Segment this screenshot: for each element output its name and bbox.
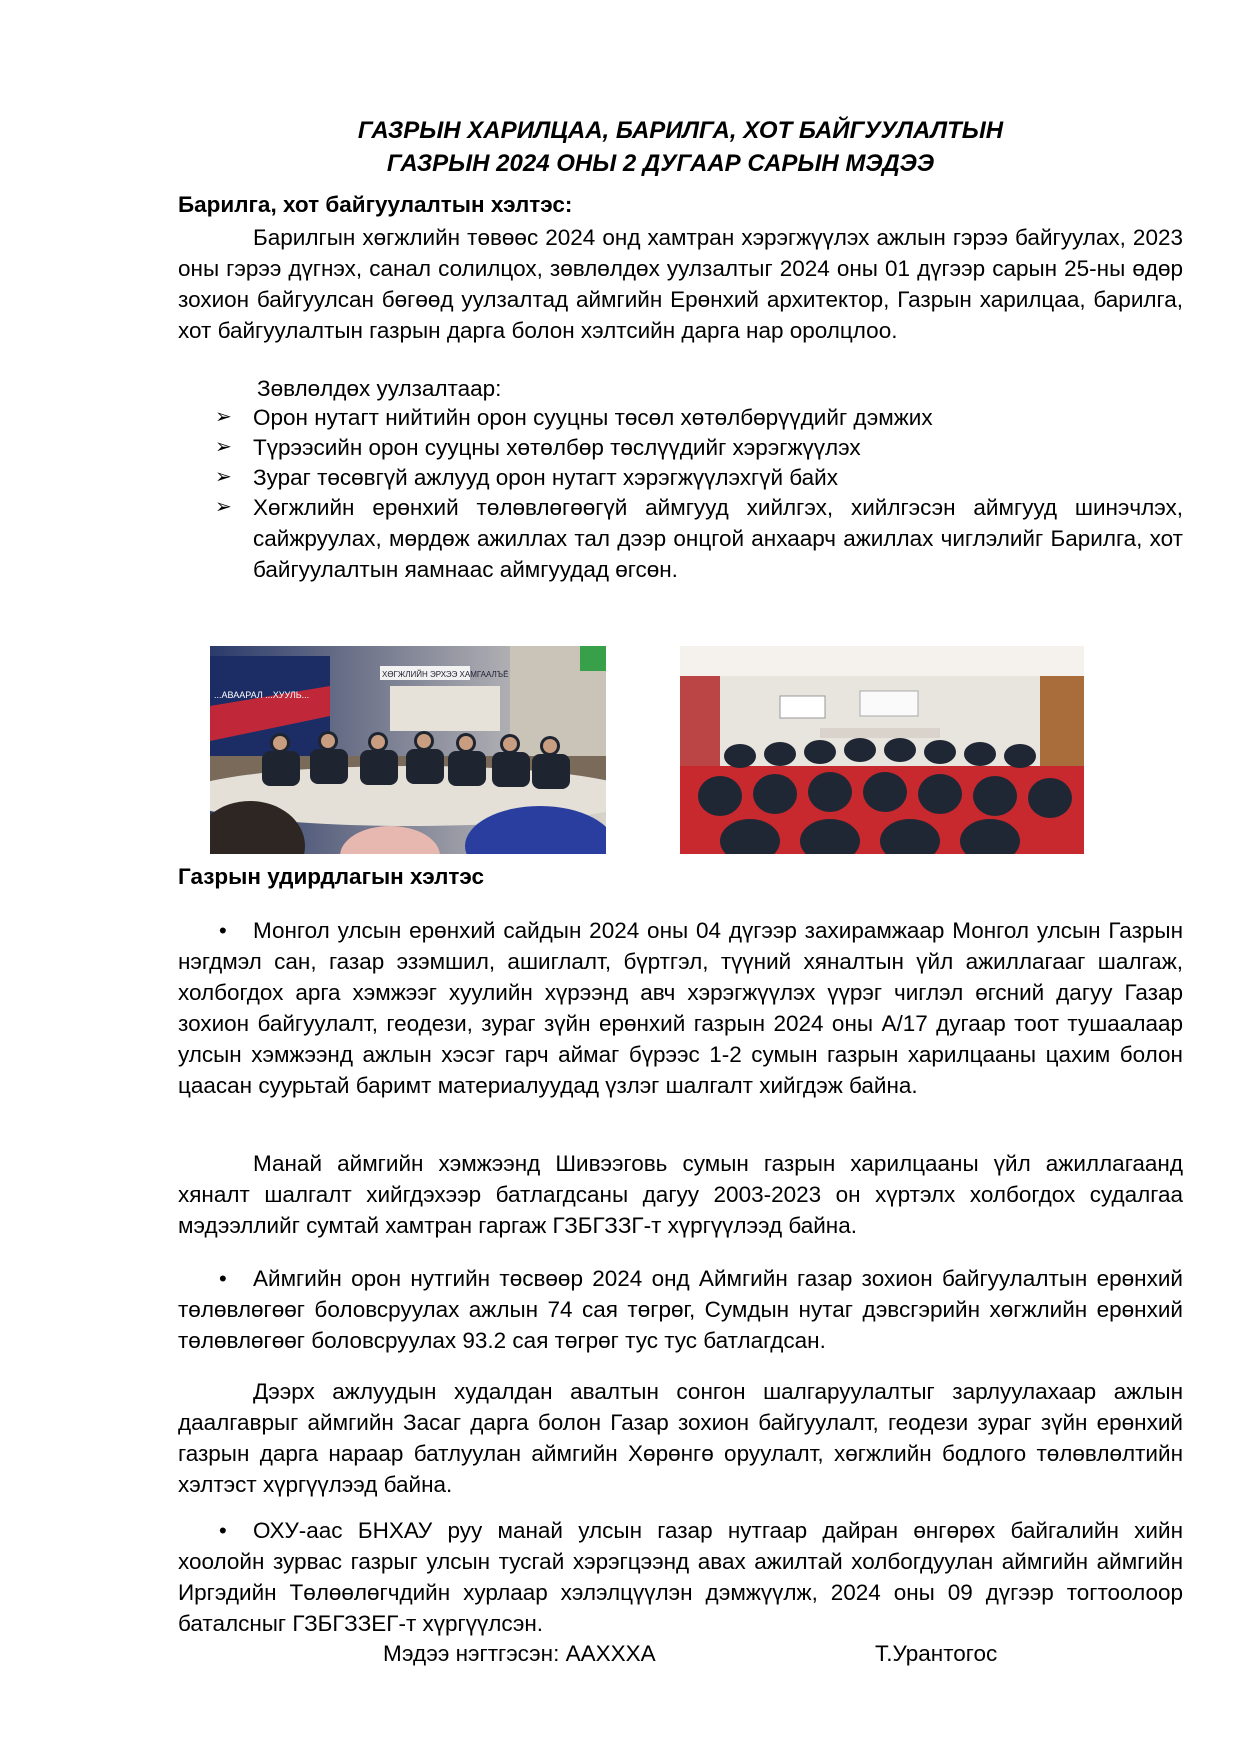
list-item: Хөгжлийн ерөнхий төлөвлөгөөгүй аймгууд хийлгэх, хийлгэсэн аймгууд шинэчлэх, сайжруулах, мөрдөж ажиллах тал дээр онцгой анхаарч ажиллах чиглэлийг Барилга, хот байгуулалтын яамнаас аймгуудад өгсөн.: [253, 495, 1183, 582]
arrow-bullet-icon: ➢: [215, 406, 232, 428]
banner-text: ХӨГЖЛИЙН ЭРХЭЭ ХАМГААЛЪЁ: [382, 670, 509, 679]
land-bullet-2: Аймгийн орон нутгийн төсвөөр 2024 онд Аймгийн газар зохион байгуулалтын ерөнхий төлөвлөгөөг боловсруулах ажлын 74 сая төгрөг, Сумдын нутаг дэвсгэрийн хөгжлийн ерөнхий төлөвлөгөөг боловсруулах 93.2 сая төгрөг тус тус батлагдсан.: [178, 1266, 1183, 1353]
list-item: Зураг төсөвгүй ажлууд орон нутагт хэрэгжүүлэхгүй байх: [253, 465, 838, 490]
list-item: Түрээсийн орон сууцны хөтөлбөр төслүүдийг хэрэгжүүлэх: [253, 435, 861, 460]
footer-compiled-by: Мэдээ нэгтгэсэн: ААХХХА: [383, 1641, 656, 1666]
page-title-line-2: ГАЗРЫН 2024 ОНЫ 2 ДУГААР САРЫН МЭДЭЭ: [386, 150, 935, 177]
screen-text: ...АВААРАЛ ...ХУУЛЬ...: [214, 690, 310, 700]
meeting-photo-left: [210, 646, 606, 854]
list-intro: Зөвлөлдөх уулзалтаар:: [257, 376, 502, 401]
land-bullet-1: Монгол улсын ерөнхий сайдын 2024 оны 04 дүгээр захирамжаар Монгол улсын Газрын нэгдмэл сан, газар эзэмшил, ашиглалт, бүртгэл, түүний хяналтын үйл ажиллагааг шалгаж, холбогдох арга хэмжээг хуулийн хүрээнд авч хэрэгжүүлэх үүрэг чиглэл өгсний дагуу Газар зохион байгуулалт, геодези, зураг зүйн ерөнхий газрын 2024 оны А/17 дугаар тоот тушаалаар улсын хэмжээнд ажлын хэсэг гарч аймаг бүрээс 1-2 сумын газрын харилцааны цахим болон цаасан суурьтай баримт материалуудад үзлэг шалгалт хийгдэж байна.: [178, 918, 1183, 1098]
land-bullet-3: ОХУ-аас БНХАУ руу манай улсын газар нутгаар дайран өнгөрөх байгалийн хийн хоолойн зурвас газрыг улсын тусгай хэрэгцээнд авах ажилтай холбогдуулан аймгийн аймгийн Иргэдийн Төлөөлөгчдийн хурлаар хэлэлцүүлэн дэмжүүлж, 2024 оны 09 дүгээр тогтоолоор баталсныг ГЗБГЗЗЕГ-т хүргүүлсэн.: [178, 1518, 1183, 1636]
bullet-dot-icon: •: [219, 918, 227, 943]
section-heading-land-management: Газрын удирдлагын хэлтэс: [178, 864, 485, 889]
bullet-dot-icon: •: [219, 1266, 227, 1291]
section-heading-construction: Барилга, хот байгуулалтын хэлтэс:: [178, 192, 573, 217]
bullet-dot-icon: •: [219, 1518, 227, 1543]
arrow-bullet-icon: ➢: [215, 466, 232, 488]
meeting-photo-right: [680, 646, 1084, 854]
land-paragraph-1: Манай аймгийн хэмжээнд Шивээговь сумын газрын харилцааны үйл ажиллагаанд хяналт шалгалт хийгдэхээр батлагдсаны дагуу 2003-2023 он хүртэлх холбогдох судалгаа мэдээллийг сумтай хамтран гаргаж ГЗБГЗЗГ-т хүргүүлээд байна.: [178, 1151, 1183, 1238]
footer-name: Т.Урантогос: [875, 1641, 998, 1666]
land-paragraph-2: Дээрх ажлуудын худалдан авалтын сонгон шалгаруулалтыг зарлуулахаар ажлын даалгаврыг аймгийн Засаг дарга болон Газар зохион байгуулалт, геодези зураг зүйн ерөнхий газрын дарга нараар батлуулан аймгийн Хөрөнгө оруулалт, хөгжлийн бодлого төлөвлөлтийн хэлтэст хүргүүлээд байна.: [178, 1379, 1183, 1497]
arrow-bullet-icon: ➢: [215, 436, 232, 458]
construction-paragraph: Барилгын хөгжлийн төвөөс 2024 онд хамтран хэрэгжүүлэх ажлын гэрээ байгуулах, 2023 оны гэрээ дүгнэх, санал солилцох, зөвлөлдөх уулзалтыг 2024 оны 01 дүгээр сарын 25-ны өдөр зохион байгуулсан бөгөөд уулзалтад аймгийн Ерөнхий архитектор, Газрын харилцаа, барилга, хот байгуулалтын газрын дарга болон хэлтсийн дарга нар оролцлоо.: [178, 225, 1183, 343]
page-title-line-1: ГАЗРЫН ХАРИЛЦАА, БАРИЛГА, ХОТ БАЙГУУЛАЛТЫН: [357, 117, 1004, 144]
arrow-bullet-icon: ➢: [215, 496, 232, 518]
list-item: Орон нутагт нийтийн орон сууцны төсөл хөтөлбөрүүдийг дэмжих: [253, 405, 933, 430]
